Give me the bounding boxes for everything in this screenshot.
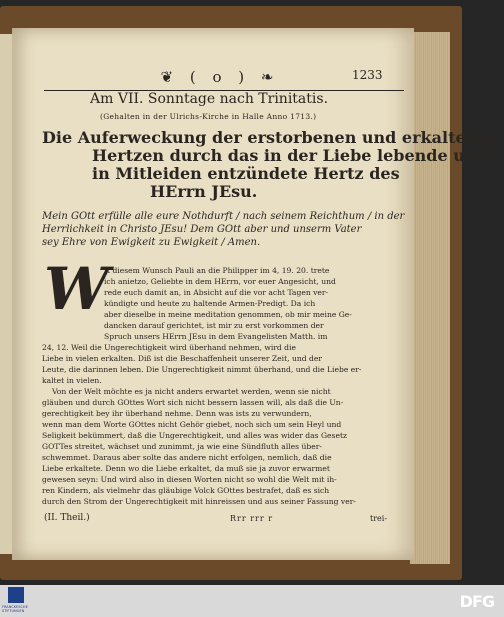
body-line: kündigte und heute zu haltende Armen-Predigt. Da ich — [104, 299, 316, 308]
body-line: schwemmet. Daraus aber solte das andere nicht erfolgen, nemlich, daß die — [42, 453, 332, 462]
francke-logo-text — [2, 605, 28, 613]
motto-line: sey Ehre von Ewigkeit zu Ewigkeit / Amen. — [42, 237, 261, 248]
body-line: durch den Strom der Ungerechtigkeit mit hinreissen und aus seiner Fassung ver- — [42, 497, 356, 506]
body-line: wenn man dem Worte GOttes nicht Gehör giebet, noch sich um sein Heyl und — [42, 420, 342, 429]
signature-mark: (II. Theil.) — [44, 513, 90, 523]
header-ornament: ❦ ( o ) ❧ — [160, 68, 280, 86]
sermon-title-line: HErrn JEsu. — [150, 182, 258, 201]
motto-line: Herrlichkeit in Christo JEsu! Dem GOtt aber und unserm Vater — [42, 224, 362, 235]
body-line: rede euch damit an, in Absicht auf die vor acht Tagen ver- — [104, 288, 329, 297]
body-line: dancken darauf gerichtet, ist mir zu erst vorkommen der — [104, 321, 324, 330]
body-line: ren Kindern, als vielmehr das gläubige Volck GOttes bestrafet, daß es sich — [42, 486, 330, 495]
body-line: aber dieselbe in meine meditation genommen, ob mir meine Ge- — [104, 310, 352, 319]
sermon-title-line: Hertzen durch das in der Liebe lebende und — [92, 146, 488, 165]
body-line: Von der Welt möchte es ja nicht anders erwartet werden, wenn sie nicht — [52, 387, 331, 396]
logo-text-line: STIFTUNGEN — [2, 609, 25, 613]
motto-line: Mein GOtt erfülle alle eure Nothdurft / nach seinem Reichthum / in der — [42, 211, 405, 222]
held-at-note: (Gehalten in der Ulrichs-Kirche in Halle Anno 1713.) — [100, 112, 317, 121]
body-line: ich anietzo, Geliebte in dem HErrn, vor euer Angesicht, und — [104, 277, 336, 286]
page-number: 1233 — [352, 68, 383, 82]
body-line: Liebe erkaltete. Denn wo die Liebe erkaltet, da muß sie ja zuvor erwarmet — [42, 464, 330, 473]
body-line: kaltet in vielen. — [42, 376, 102, 385]
francke-logo-icon — [8, 587, 24, 603]
body-line: Spruch unsers HErrn JEsu in dem Evangelisten Matth. im — [104, 332, 328, 341]
viewer-footer — [0, 585, 504, 617]
page-stack-edge — [410, 32, 450, 564]
body-line: Leute, die darinnen leben. Die Ungerechtigkeit nimmt überhand, und die Liebe er- — [42, 365, 362, 374]
drop-cap-initial: W — [44, 255, 110, 323]
body-line: Seligkeit bekümmert, daß die Ungerechtigkeit, und alles was wider das Gesetz — [42, 431, 347, 440]
sermon-title-line: in Mitleiden entzündete Hertz des — [92, 164, 400, 183]
logo-text-line: FRANCKESCHE — [2, 605, 28, 609]
body-line: 24, 12. Weil die Ungerechtigkeit wird überhand nehmen, wird die — [42, 343, 296, 352]
body-line: gläuben und durch GOttes Wort sich nicht bessern lassen will, als daß die Un- — [42, 398, 344, 407]
body-line: gewesen seyn: Und wird also in diesen Worten nicht so wohl die Welt mit ih- — [42, 475, 337, 484]
signature-letters: Rrr rrr r — [230, 514, 274, 523]
body-line: GOTTes streitet, wächset und zunimmt, ja wie eine Sündfluth alles über- — [42, 442, 322, 451]
body-line: Liebe in vielen erkalten. Diß ist die Beschaffenheit unserer Zeit, und der — [42, 354, 323, 363]
dfg-logo[interactable]: DFG — [459, 592, 494, 611]
body-line: It diesem Wunsch Pauli an die Philipper im 4, 19. 20. trete — [104, 266, 330, 275]
sunday-heading: Am VII. Sonntage nach Trinitatis. — [90, 91, 329, 107]
francke-logo[interactable] — [0, 585, 32, 617]
body-line: gerechtigkeit bey ihr überhand nehme. Denn was ists zu verwundern, — [42, 409, 312, 418]
sermon-title-line: Die Auferweckung der erstorbenen und erkalteten — [42, 128, 495, 147]
catchword: trei- — [370, 514, 388, 523]
